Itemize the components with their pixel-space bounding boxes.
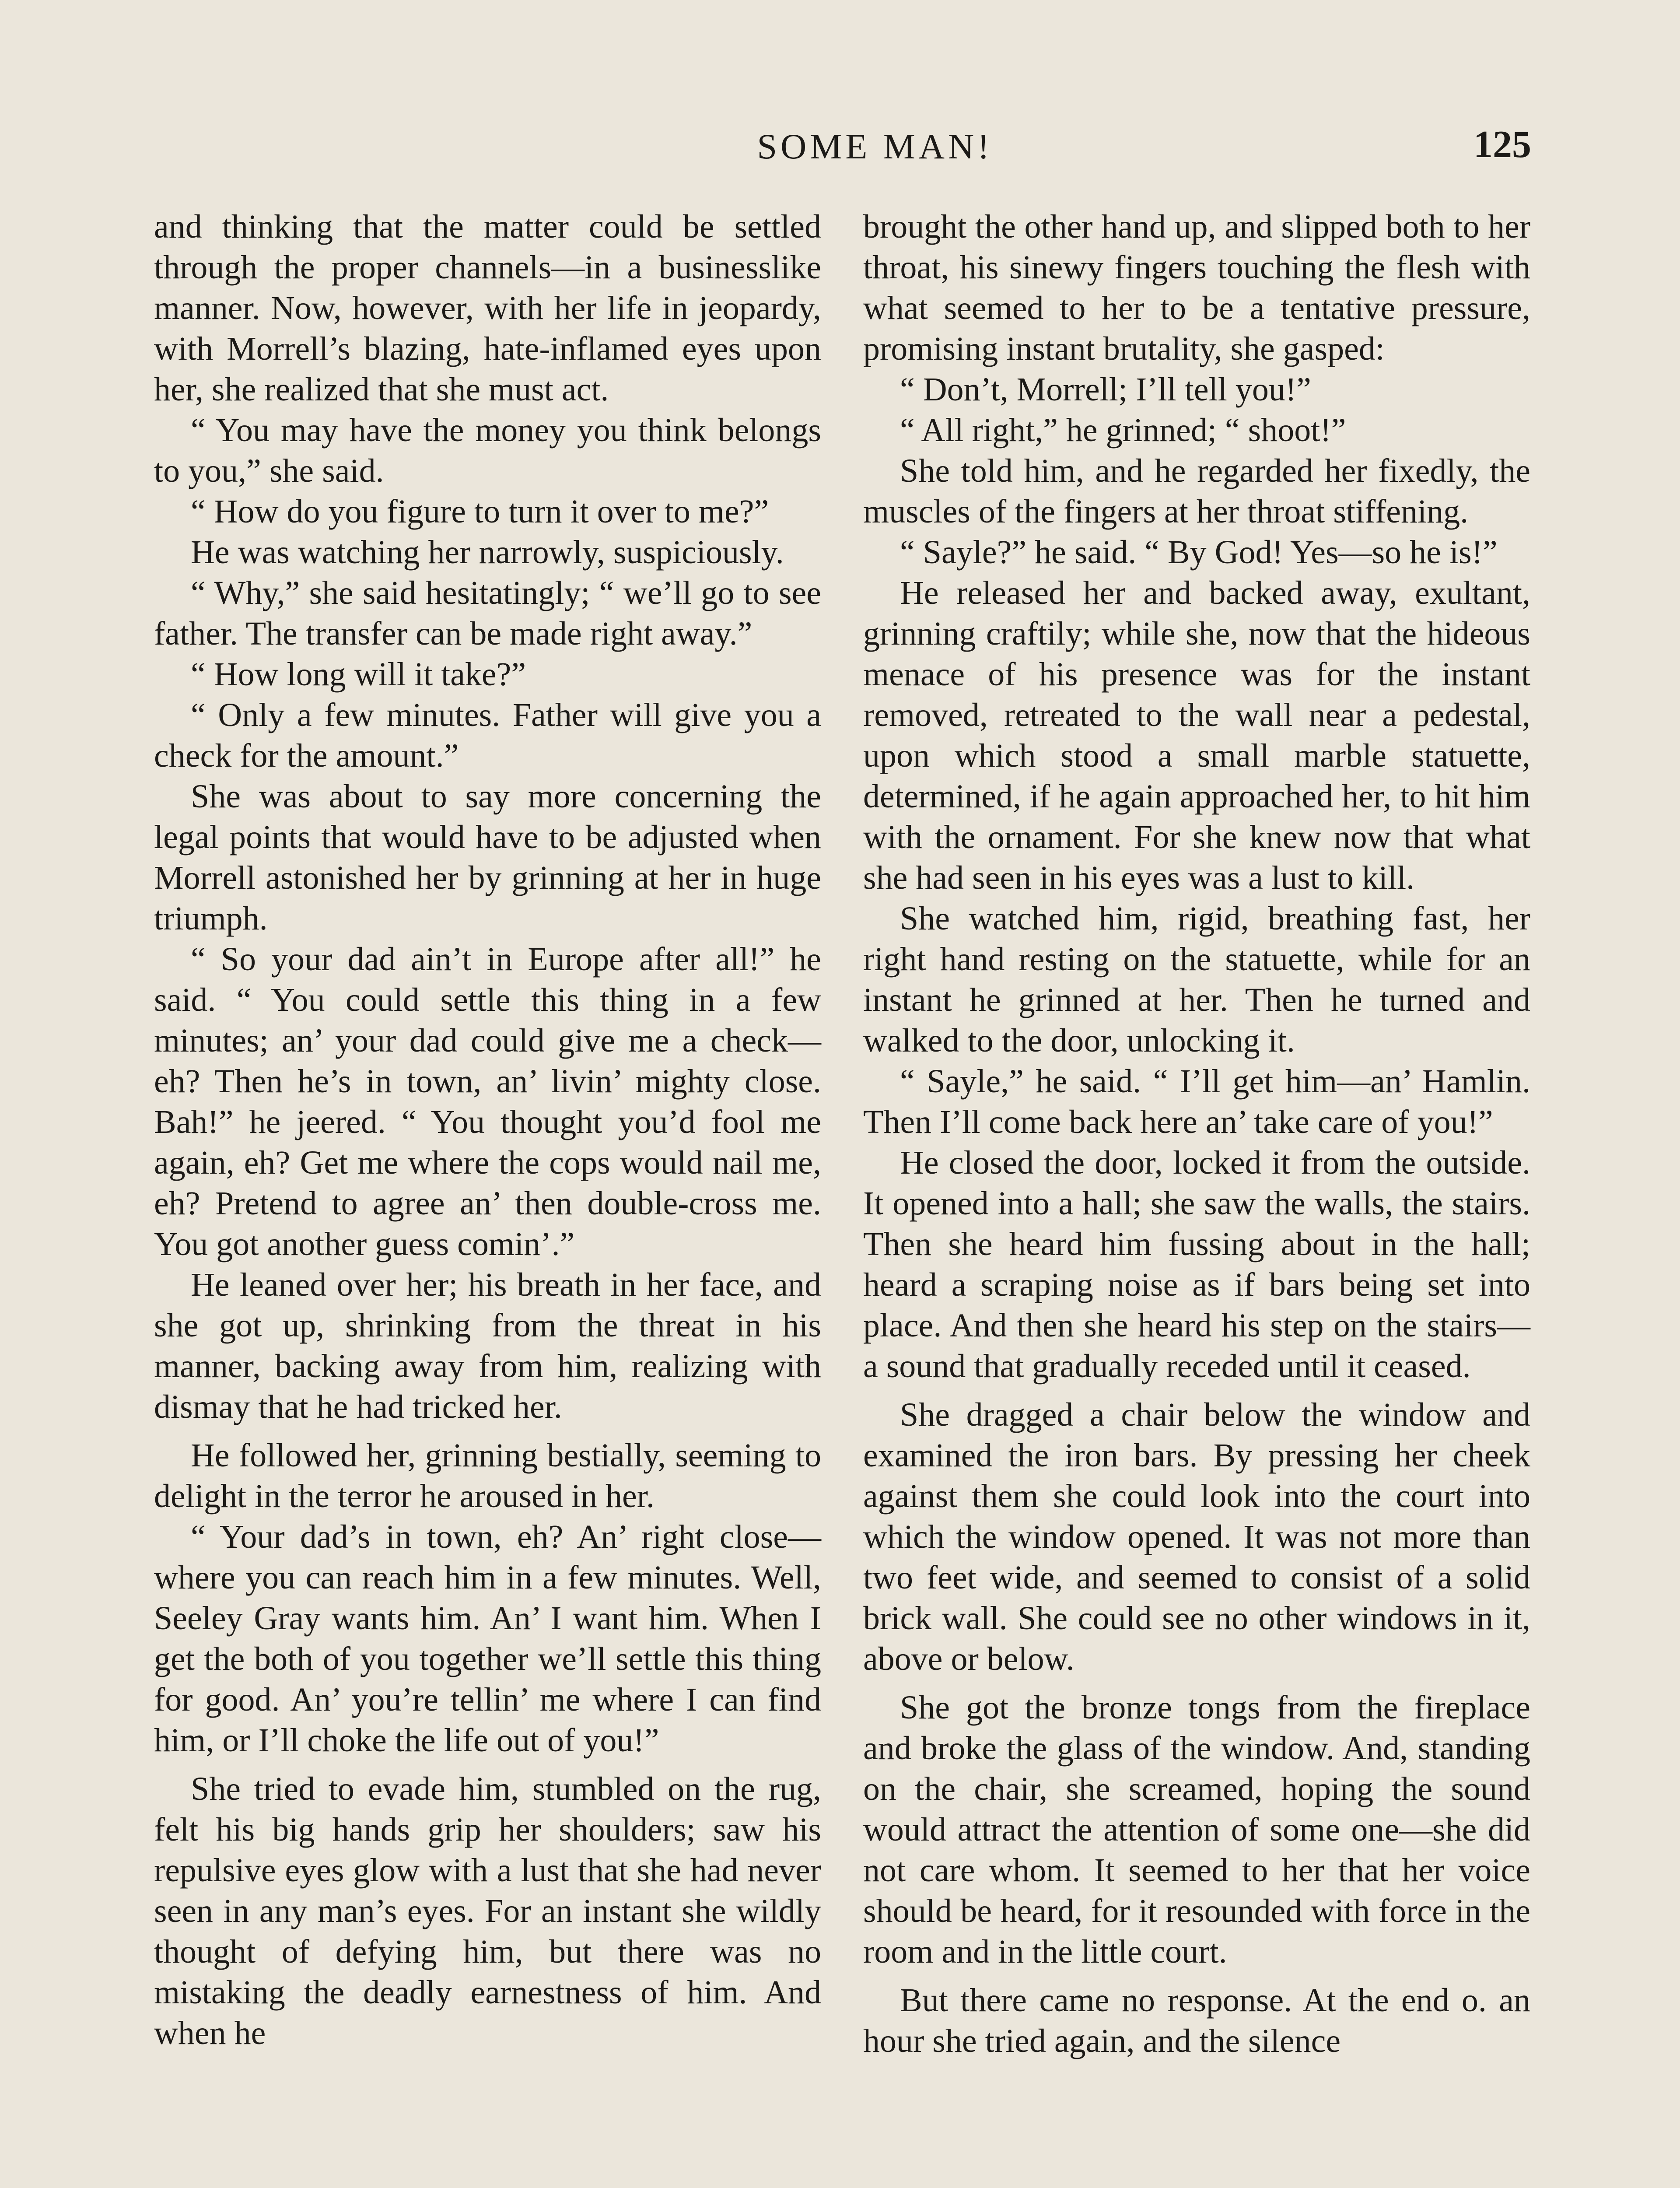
paragraph: “ Your dad’s in town, eh? An’ right close—where you can reach him in a few minutes. Well, Seeley Gray wants him. An’ I want him. When I get the both of you together we’ll settle this thing for good. An’ you’re tellin’ me where I can find him, or I’ll choke the life out of you!” xyxy=(154,1518,821,1759)
paragraph: “ Don’t, Morrell; I’ll tell you!” xyxy=(900,371,1311,408)
page-number: 125 xyxy=(1474,123,1531,166)
paragraph: and thinking that the matter could be settled through the proper channels—in a businesslike manner. Now, however, with her life in jeopardy, with Morrell’s blazing, hate-inflamed eyes upon her, she realized that she must act. xyxy=(154,208,821,408)
paragraph: She got the bronze tongs from the fireplace and broke the glass of the window. And, standing on the chair, she screamed, hoping the sound would attract the attention of some one—she did not care whom. It seemed to her that her voice should be heard, for it resounded with force in the room and in the little court. xyxy=(863,1689,1530,1970)
paragraph: “ How do you figure to turn it over to me?” xyxy=(191,493,769,530)
text-column-left xyxy=(154,207,821,2054)
paragraph: “ How long will it take?” xyxy=(191,656,526,693)
paragraph: He followed her, grinning bestially, seeming to delight in the terror he aroused in her. xyxy=(154,1437,821,1515)
paragraph: She was about to say more concerning the legal points that would have to be adjusted when Morrell astonished her by grinning at her in huge triumph. xyxy=(154,778,821,937)
paragraph: “ All right,” he grinned; “ shoot!” xyxy=(900,412,1346,449)
text-column-right xyxy=(863,207,1530,2062)
paragraph: “ Sayle,” he said. “ I’ll get him—an’ Hamlin. Then I’ll come back here an’ take care of you!” xyxy=(863,1063,1530,1140)
paragraph: She dragged a chair below the window and examined the iron bars. By pressing her cheek against them she could look into the court into which the window opened. It was not more than two feet wide, and seemed to consist of a solid brick wall. She could see no other windows in it, above or below. xyxy=(863,1396,1530,1677)
paragraph: “ You may have the money you think belongs to you,” she said. xyxy=(154,412,821,489)
paragraph: But there came no response. At the end o. an hour she tried again, and the silence xyxy=(863,1982,1530,2059)
paragraph: He released her and backed away, exultant, grinning craftily; while she, now that the hideous menace of his presence was for the instant removed, retreated to the wall near a pedestal, upon which stood a small marble statuette, determined, if he again approached her, to hit him with the ornament. For she knew now that what she had seen in his eyes was a lust to kill. xyxy=(863,575,1530,896)
paragraph: “ Why,” she said hesitatingly; “ we’ll go to see father. The transfer can be made right away.” xyxy=(154,575,821,652)
paragraph: “ Sayle?” he said. “ By God! Yes—so he is!” xyxy=(900,534,1498,571)
paragraph: “ So your dad ain’t in Europe after all!” he said. “ You could settle this thing in a few minutes; an’ your dad could give me a check—eh? Then he’s in town, an’ livin’ mighty close. Bah!” he jeered. “ You thought you’d fool me again, eh? Get me where the cops would nail me, eh? Pretend to agree an’ then double-cross me. You got another guess comin’.” xyxy=(154,941,821,1262)
paragraph: brought the other hand up, and slipped both to her throat, his sinewy fingers touching the flesh with what seemed to her to be a tentative pressure, promising instant brutality, she gasped: xyxy=(863,208,1530,367)
paragraph: He closed the door, locked it from the outside. It opened into a hall; she saw the walls, the stairs. Then she heard him fussing about in the hall; heard a scraping noise as if bars being set into place. And then she heard his step on the stairs—a sound that gradually receded until it ceased. xyxy=(863,1144,1530,1385)
paragraph: She watched him, rigid, breathing fast, her right hand resting on the statuette, while for an instant he grinned at her. Then he turned and walked to the door, unlocking it. xyxy=(863,900,1530,1059)
paragraph: He was watching her narrowly, suspiciously. xyxy=(191,534,784,571)
paragraph: He leaned over her; his breath in her face, and she got up, shrinking from the threat in his manner, backing away from him, realizing with dismay that he had tricked her. xyxy=(154,1266,821,1425)
paragraph: She tried to evade him, stumbled on the rug, felt his big hands grip her shoulders; saw his repulsive eyes glow with a lust that she had never seen in any man’s eyes. For an instant she wildly thought of defying him, but there was no mistaking the deadly earnestness of him. And when he xyxy=(154,1771,821,2051)
paragraph: She told him, and he regarded her fixedly, the muscles of the fingers at her throat stiffening. xyxy=(863,452,1530,530)
running-header-title: SOME MAN! xyxy=(757,126,993,166)
paragraph: “ Only a few minutes. Father will give you a check for the amount.” xyxy=(154,697,821,774)
